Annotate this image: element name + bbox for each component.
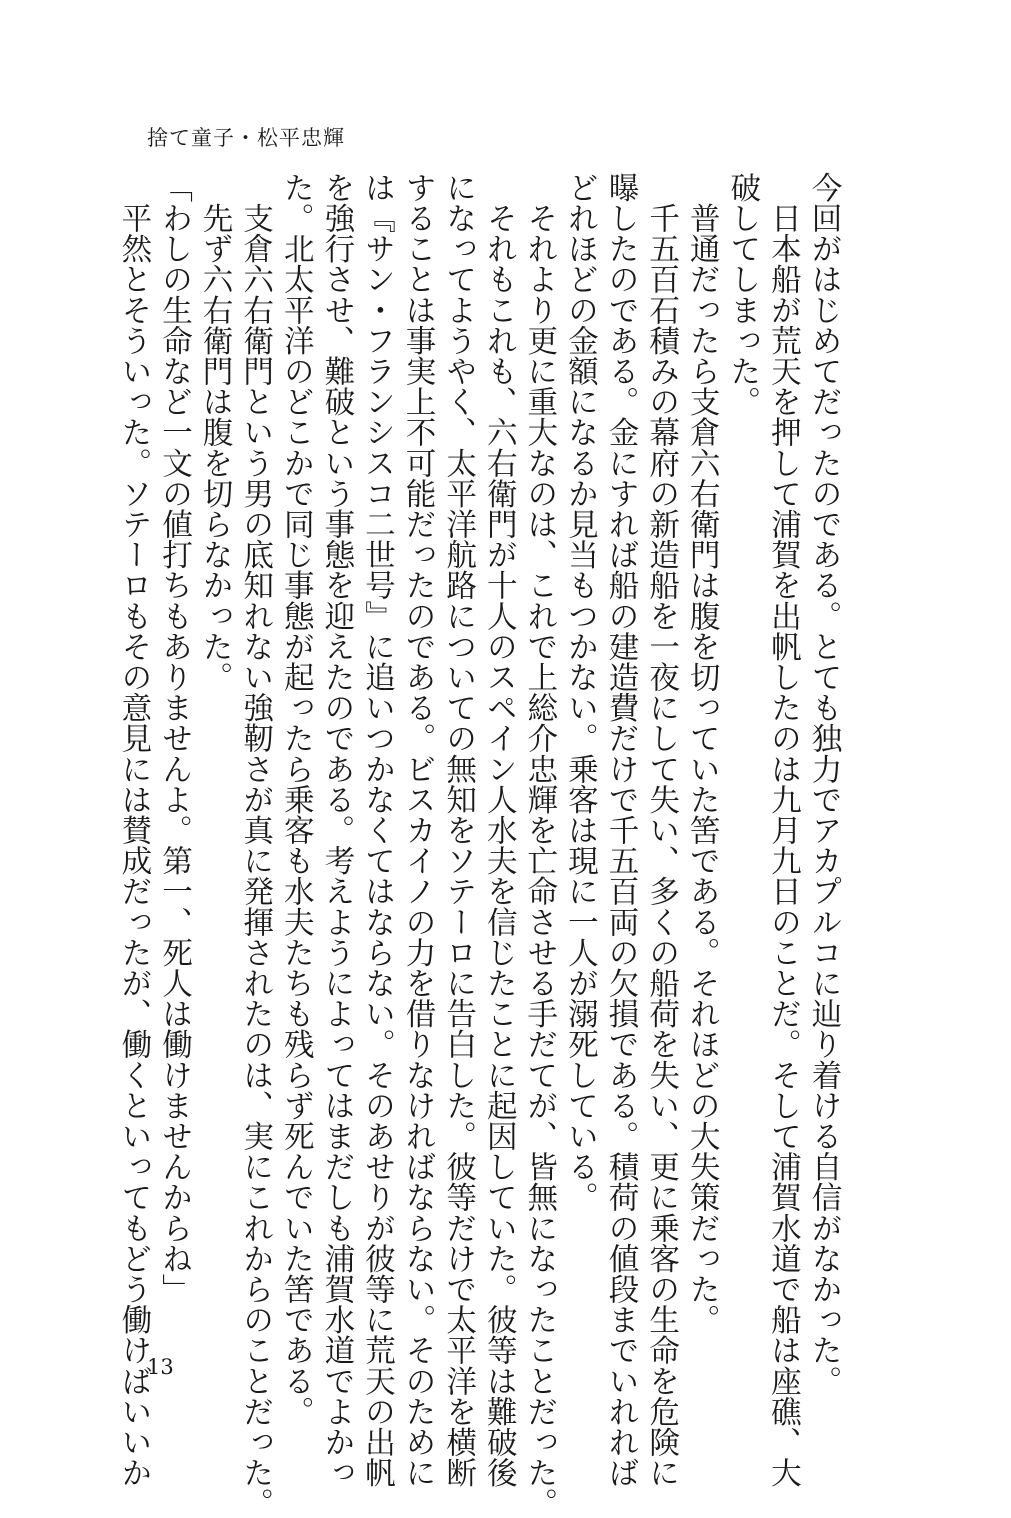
page-number: 13 xyxy=(147,1355,174,1379)
text-line: を強行させ、難破という事態を迎えたのである。考えようによってはまだしも浦賀水道でよかっ xyxy=(318,172,354,1488)
text-line: 平然とそういった。ソテーロもその意見には賛成だったが、働くといってもどう働けばいいか xyxy=(115,172,151,1488)
text-line: どれほどの金額になるか見当もつかない。乗客は現に一人が溺死している。 xyxy=(562,172,598,1213)
text-line: 先ず六右衛門は腹を切らなかった。 xyxy=(197,172,233,693)
text-line: 普通だったら支倉六右衛門は腹を切っていた筈である。それほどの大失策だった。 xyxy=(684,172,720,1335)
text-line: することは事実上不可能だったのである。ビスカイノの力を借りなければならない。そのために xyxy=(400,172,436,1488)
text-line: それより更に重大なのは、これで上総介忠輝を亡命させる手だてが、皆無になったことだった。 xyxy=(521,172,557,1518)
text-line: 千五百石積みの幕府の新造船を一夜にして失い、多くの船荷を失い、更に乗客の生命を危険に xyxy=(643,172,679,1488)
text-line: 破してしまった。 xyxy=(724,172,760,417)
text-line: 今回がはじめてだったのである。とても独力でアカプルコに辿り着ける自信がなかった。 xyxy=(806,172,841,1396)
text-line: た。北太平洋のどこかで同じ事態が起ったら乗客も水夫たちも残らず死んでいた筈である。 xyxy=(278,172,314,1427)
text-line: になってようやく、太平洋航路についての無知をソテーロに告白した。彼等だけで太平洋を横断 xyxy=(440,172,476,1488)
text-line: それもこれも、六右衛門が十人のスペイン人水夫を信じたことに起因していた。彼等は難破後 xyxy=(481,172,517,1488)
text-line: 支倉六右衛門という男の底知れない強靭さが真に発揮されたのは、実にこれからのことだった。 xyxy=(237,172,273,1518)
text-line: 日本船が荒天を押して浦賀を出帆したのは九月九日のことだ。そして浦賀水道で船は座礁、大 xyxy=(765,172,801,1488)
text-line: 曝したのである。金にすれば船の建造費だけで千五百両の欠損である。積荷の値段までいれれば xyxy=(603,172,639,1488)
text-line: 「わしの生命など一文の値打ちもありませんよ。第一、死人は働けませんからね」 xyxy=(156,172,192,1305)
text-line: は『サン・フランシスコ二世号』に追いつかなくてはならない。そのあせりが彼等に荒天の出帆 xyxy=(359,172,395,1488)
running-header: 捨て童子・松平忠輝 xyxy=(147,126,345,150)
